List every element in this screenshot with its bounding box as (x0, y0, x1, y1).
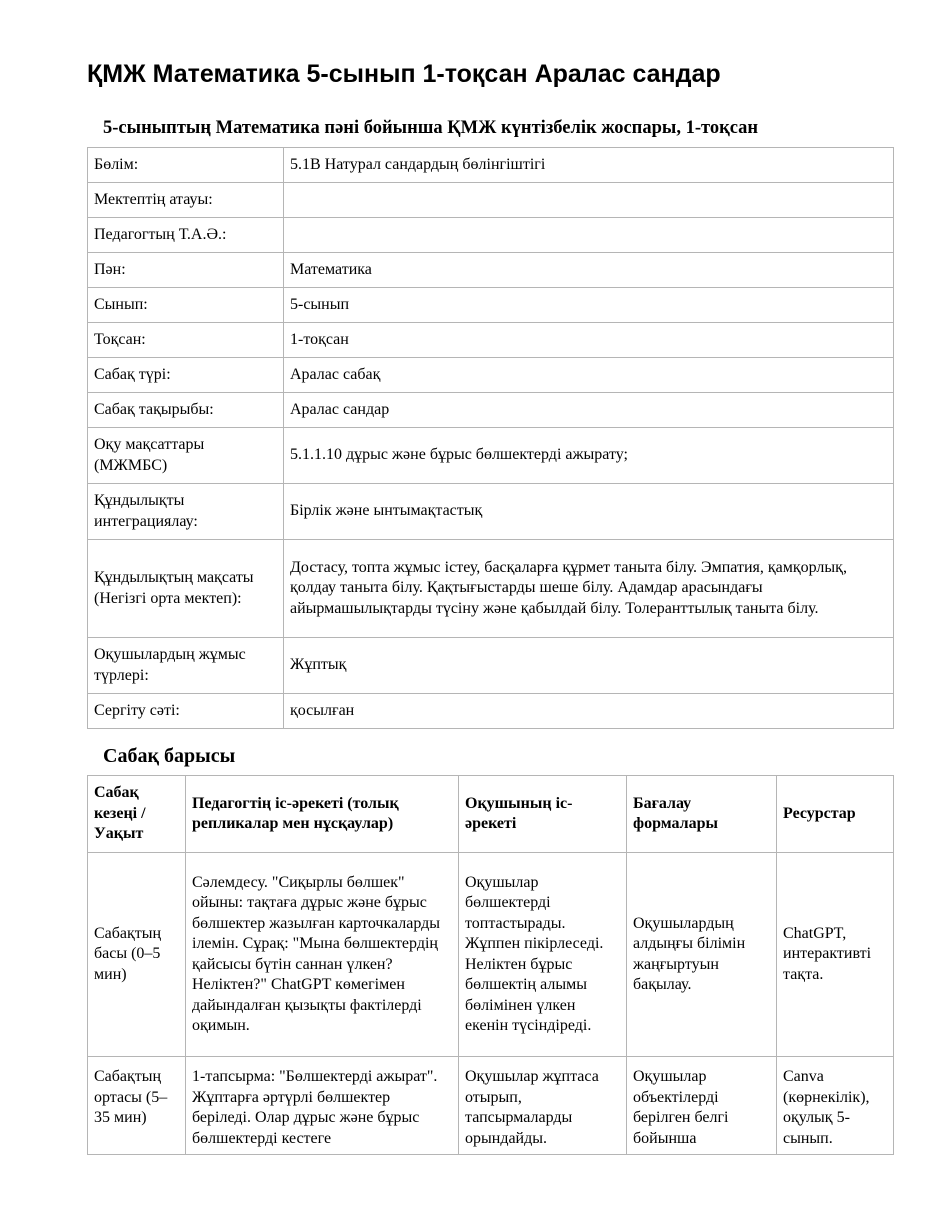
info-label: Оқушылардың жұмыс түрлері: (88, 638, 284, 694)
student-activity-cell: Оқушылар жұптаса отырып, тапсырмаларды орындайды. (459, 1057, 627, 1155)
info-value: Аралас сандар (284, 393, 894, 428)
table-row (88, 358, 894, 393)
table-row (88, 1057, 894, 1155)
lesson-section-heading: Сабақ барысы (103, 745, 236, 767)
resources-cell: Canva (көрнекілік), оқулық 5-сынып. (777, 1057, 894, 1155)
info-label: Оқу мақсаттары (МЖМБС) (88, 428, 284, 484)
table-row (88, 638, 894, 694)
table-row (88, 853, 894, 1057)
info-value: 1-тоқсан (284, 323, 894, 358)
header-stage: Сабақ кезеңі / Уақыт (88, 776, 186, 853)
document-title: ҚМЖ Математика 5-сынып 1-тоқсан Аралас сандар (87, 60, 721, 88)
teacher-activity-cell: 1-тапсырма: "Бөлшектерді ажырат". Жұптарға әртүрлі бөлшектер беріледі. Олар дұрыс және бұрыс бөлшектерді кестеге (186, 1057, 459, 1155)
info-value (284, 218, 894, 253)
table-row (88, 288, 894, 323)
header-teacher-activity: Педагогтің іс-әрекеті (толық репликалар мен нұсқаулар) (186, 776, 459, 853)
info-label: Сергіту сәті: (88, 694, 284, 729)
lesson-progress-table (87, 775, 894, 1155)
info-label: Құндылықтың мақсаты (Негізгі орта мектеп): (88, 540, 284, 638)
table-row (88, 428, 894, 484)
assessment-cell: Оқушылар объектілерді берілген белгі бойынша (627, 1057, 777, 1155)
table-row (88, 148, 894, 183)
table-row (88, 183, 894, 218)
info-table-caption: 5-сыныптың Математика пәні бойынша ҚМЖ күнтізбелік жоспары, 1-тоқсан (103, 118, 759, 138)
info-label: Сынып: (88, 288, 284, 323)
table-row (88, 253, 894, 288)
info-label: Пән: (88, 253, 284, 288)
lesson-info-table (87, 147, 894, 729)
info-label: Сабақ түрі: (88, 358, 284, 393)
info-value: 5.1.1.10 дұрыс және бұрыс бөлшектерді ажырату; (284, 428, 894, 484)
info-value: Аралас сабақ (284, 358, 894, 393)
header-resources: Ресурстар (777, 776, 894, 853)
info-value: Жұптық (284, 638, 894, 694)
resources-cell: ChatGPT, интерактивті тақта. (777, 853, 894, 1057)
info-label: Мектептің атауы: (88, 183, 284, 218)
table-header-row (88, 776, 894, 853)
assessment-cell: Оқушылардың алдыңғы білімін жаңғыртуын бақылау. (627, 853, 777, 1057)
teacher-activity-cell: Сәлемдесу. "Сиқырлы бөлшек" ойыны: тақтаға дұрыс және бұрыс бөлшектер жазылған карточкаларды ілемін. Сұрақ: "Мына бөлшектердің қайсысы бүтін саннан үлкен? Неліктен?" ChatGPT көмегімен дайындалған қызықты фактілерді оқимын. (186, 853, 459, 1057)
info-label: Бөлім: (88, 148, 284, 183)
header-assessment: Бағалау формалары (627, 776, 777, 853)
table-row (88, 484, 894, 540)
info-label: Сабақ тақырыбы: (88, 393, 284, 428)
info-label: Педагогтың Т.А.Ә.: (88, 218, 284, 253)
header-student-activity: Оқушының іс-әрекеті (459, 776, 627, 853)
table-row (88, 393, 894, 428)
table-row (88, 694, 894, 729)
student-activity-cell: Оқушылар бөлшектерді топтастырады. Жұппен пікірлеседі. Неліктен бұрыс бөлшектің алымы бөлімінен үлкен екенін түсіндіреді. (459, 853, 627, 1057)
table-row (88, 218, 894, 253)
info-value: Достасу, топта жұмыс істеу, басқаларға құрмет таныта білу. Эмпатия, қамқорлық, қолдау таныта білу. Қақтығыстарды шеше білу. Адамдар арасындағы айырмашылықтарды түсіну және қабылдай білу. Толеранттылық таныта білу. (284, 540, 894, 638)
info-label: Тоқсан: (88, 323, 284, 358)
info-value: 5.1В Натурал сандардың бөлінгіштігі (284, 148, 894, 183)
table-row (88, 323, 894, 358)
info-value: қосылған (284, 694, 894, 729)
info-value: 5-сынып (284, 288, 894, 323)
info-value (284, 183, 894, 218)
stage-cell: Сабақтың ортасы (5–35 мин) (88, 1057, 186, 1155)
stage-cell: Сабақтың басы (0–5 мин) (88, 853, 186, 1057)
table-row (88, 540, 894, 638)
info-value: Бірлік және ынтымақтастық (284, 484, 894, 540)
info-label: Құндылықты интеграциялау: (88, 484, 284, 540)
info-value: Математика (284, 253, 894, 288)
